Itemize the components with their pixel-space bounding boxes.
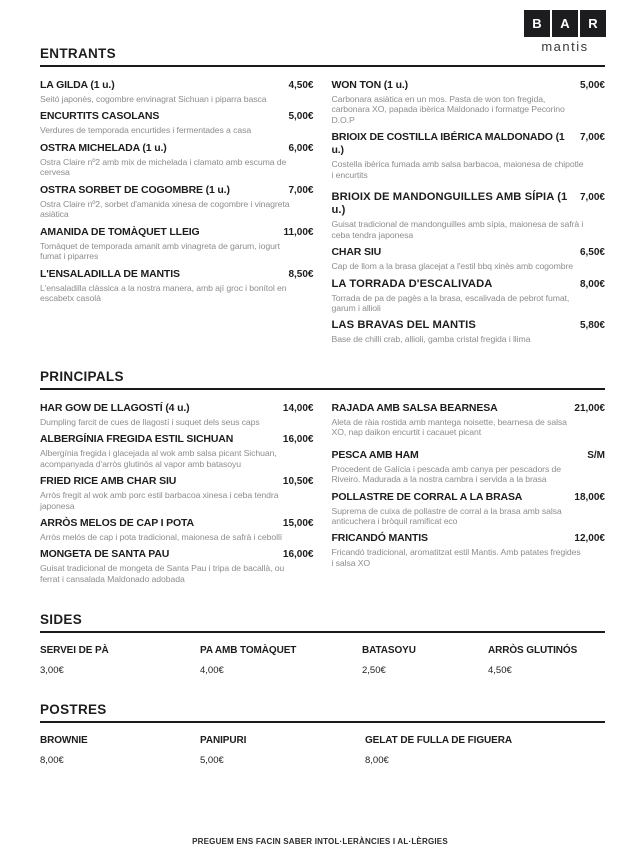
item-desc: Cap de llom a la brasa glacejat a l'estil bbq xinès amb cogombre <box>331 261 574 272</box>
logo-letter-b: B <box>524 10 550 37</box>
item-price: 4,50€ <box>288 80 314 91</box>
item-price: 5,00€ <box>579 80 605 91</box>
dessert-item <box>40 735 190 766</box>
item-desc: Verdures de temporada encurtides i fermentades a casa <box>40 125 252 136</box>
postres-grid <box>40 735 605 766</box>
item-name: LAS BRAVAS DEL MANTIS <box>331 319 476 332</box>
item-name: BROWNIE <box>40 735 88 747</box>
section-sides <box>40 612 605 676</box>
item-name: ALBERGÍNIA FREGIDA ESTIL SICHUAN <box>40 433 234 446</box>
logo-letter-a: A <box>552 10 578 37</box>
brand-name: mantis <box>541 39 589 54</box>
item-price: 7,00€ <box>288 184 314 196</box>
item-price: 10,50€ <box>282 476 314 488</box>
section-title-sides: SIDES <box>40 612 605 633</box>
item-price: S/M <box>587 449 605 461</box>
item-price: 16,00€ <box>282 549 314 561</box>
menu-item <box>332 402 606 438</box>
item-price: 16,00€ <box>282 434 314 446</box>
entrants-right-column <box>332 79 606 351</box>
item-price: 12,00€ <box>574 533 605 545</box>
item-desc: Suprema de cuixa de pollastre de corral a la brasa amb salsa anticuchera i bròquil ramificat eco <box>331 505 562 526</box>
item-name: PA AMB TOMÀQUET <box>200 645 297 657</box>
item-name: PANIPURI <box>200 735 247 747</box>
menu-item <box>332 319 606 344</box>
menu-item <box>40 226 314 262</box>
item-name: FRIED RICE AMB CHAR SIU <box>40 475 177 488</box>
item-desc: Torrada de pa de pagès a la brasa, escalivada de pebrot fumat, garum i allioli <box>331 292 570 313</box>
item-name: SERVEI DE PÀ <box>40 645 109 657</box>
section-title-postres: POSTRES <box>40 702 605 723</box>
allergies-notice: PREGUEM ENS FACIN SABER INTOL·LERÀNCIES I AL·LÈRGIES <box>192 837 448 846</box>
menu-item <box>40 110 314 135</box>
side-item <box>488 645 605 676</box>
section-title-principals: PRINCIPALS <box>40 369 605 390</box>
item-price: 2,50€ <box>362 665 386 677</box>
menu-item <box>332 246 606 271</box>
item-price: 4,00€ <box>200 665 224 677</box>
item-price: 8,50€ <box>288 268 314 280</box>
item-desc: L'ensaladilla clàssica a la nostra manera, amb ají groc i bonítol en escabetx casolà <box>40 282 287 303</box>
item-price: 8,00€ <box>579 278 605 290</box>
item-name: BRIOIX DE MANDONGUILLES AMB SÍPIA (1 u.) <box>331 191 568 217</box>
item-name: OSTRA MICHELADA (1 u.) <box>40 141 167 154</box>
item-name: ENCURTITS CASOLANS <box>40 110 160 123</box>
principals-columns <box>40 402 605 591</box>
item-desc: Arròs fregit al wok amb porc estil barbacoa xinesa i ceba tendra japonesa <box>40 490 279 511</box>
item-price: 7,00€ <box>579 192 605 204</box>
item-desc: Dumpling farcit de cues de llagostí i suquet dels seus caps <box>40 416 260 427</box>
menu-item <box>40 268 314 304</box>
menu-item <box>40 475 314 511</box>
item-desc: Fricandó tradicional, aromatitzat estil Mantis. Amb patates fregides i salsa XO <box>331 547 581 568</box>
menu-item <box>40 402 314 427</box>
item-desc: Aleta de ràia rostida amb mantega noisette, bearnesa de salsa XO, nap daikon encurtit i cacauet picant <box>331 416 567 438</box>
item-name: PESCA AMB HAM <box>331 448 419 461</box>
item-name: WON TON (1 u.) <box>331 79 408 91</box>
item-price: 21,00€ <box>574 402 605 414</box>
menu-item <box>332 131 606 180</box>
item-price: 7,00€ <box>579 132 605 144</box>
item-price: 8,00€ <box>365 755 389 767</box>
section-title-entrants: ENTRANTS <box>40 46 605 67</box>
item-name: OSTRA SORBET DE COGOMBRE (1 u.) <box>40 183 230 196</box>
item-desc: Tomàquet de temporada amanit amb vinagreta de garum, iogurt fumat i piparres <box>40 240 280 262</box>
section-principals <box>40 369 605 591</box>
item-name: AMANIDA DE TOMÀQUET LLEIG <box>40 225 200 238</box>
logo-letter-r: R <box>580 10 606 37</box>
item-price: 5,80€ <box>579 320 605 332</box>
item-name: HAR GOW DE LLAGOSTÍ (4 u.) <box>40 401 190 414</box>
item-desc: Costella ibèrica fumada amb salsa barbacoa, maionesa de chipotle i encurtits <box>331 159 584 180</box>
item-desc: Arròs melós de cap i pota tradicional, maionesa de safrà i cebollí <box>40 532 283 542</box>
principals-right-column <box>332 402 606 591</box>
item-price: 15,00€ <box>282 518 314 529</box>
item-name: L'ENSALADILLA DE MANTIS <box>40 267 180 280</box>
section-entrants <box>40 46 605 351</box>
item-name: RAJADA AMB SALSA BEARNESA <box>331 401 498 414</box>
entrants-left-column <box>40 79 314 351</box>
item-price: 18,00€ <box>574 491 605 503</box>
menu-item <box>40 184 314 220</box>
item-price: 5,00€ <box>200 755 224 767</box>
item-name: BATASOYU <box>362 645 416 657</box>
menu-item <box>332 79 606 125</box>
logo-letter-boxes <box>523 10 607 37</box>
menu-item <box>332 191 606 240</box>
item-price: 3,00€ <box>40 665 64 677</box>
item-name: BRIOIX DE COSTILLA IBÉRICA MALDONADO (1 u.) <box>331 131 565 157</box>
item-desc: Procedent de Galícia i pescada amb canya per pescadors de Riveiro. Madurada a la nostra cambra i servida a la brasa <box>331 463 561 485</box>
menu-item <box>40 433 314 469</box>
menu-item <box>332 532 606 568</box>
item-desc: Base de chilli crab, allioli, gamba cristal fregida i llima <box>331 334 531 345</box>
menu-item <box>332 278 606 314</box>
side-item <box>200 645 352 676</box>
principals-left-column <box>40 402 314 591</box>
menu-item <box>40 142 314 178</box>
item-desc: Carbonara asiàtica en un mos. Pasta de won ton fregida, carbonara XO, papada ibèrica Maldonado i formatge Pecorino D.O.P <box>331 94 565 125</box>
item-desc: Guisat tradicional de mandonguilles amb sípia, maionesa de safrà i ceba tendra japonesa <box>331 219 584 240</box>
menu-item <box>40 548 314 584</box>
item-desc: Albergínia fregida i glacejada al wok amb salsa picant Sichuan, acompanyada d'arròs glutinós al vapor amb batasoyu <box>40 448 277 469</box>
entrants-columns <box>40 79 605 351</box>
menu-item <box>332 491 606 527</box>
item-name: LA GILDA (1 u.) <box>40 79 115 91</box>
item-desc: Ostra Claire nº2 amb mix de michelada i clamato amb escuma de cervesa <box>40 156 287 178</box>
item-price: 8,00€ <box>40 755 64 767</box>
item-desc: Guisat tradicional de mongeta de Santa Pau i tripa de bacallà, ou ferrat i cansalada Maldonado adobada <box>40 563 285 584</box>
item-price: 6,00€ <box>288 142 314 154</box>
item-name: ARRÒS MELOS DE CAP I POTA <box>40 517 194 529</box>
item-price: 11,00€ <box>283 226 314 238</box>
item-price: 6,50€ <box>579 247 605 259</box>
menu-item <box>40 517 314 542</box>
menu-item <box>332 449 606 485</box>
item-name: LA TORRADA D'ESCALIVADA <box>331 277 493 290</box>
item-name: MONGETA DE SANTA PAU <box>40 548 170 561</box>
dessert-item <box>200 735 355 766</box>
dessert-item <box>365 735 605 766</box>
item-name: ARRÒS GLUTINÓS <box>488 645 578 657</box>
item-price: 14,00€ <box>282 402 314 414</box>
item-desc: Seitó japonès, cogombre envinagrat Sichuan i piparra basca <box>40 94 267 104</box>
sides-grid <box>40 645 605 676</box>
item-name: CHAR SIU <box>331 246 382 259</box>
item-price: 5,00€ <box>288 111 314 123</box>
item-name: POLLASTRE DE CORRAL A LA BRASA <box>331 490 523 503</box>
bar-mantis-logo <box>523 10 607 54</box>
item-name: FRICANDÓ MANTIS <box>331 532 428 545</box>
side-item <box>40 645 190 676</box>
item-desc: Ostra Claire nº2, sorbet d'amanida xinesa de cogombre i vinagreta asiàtica <box>40 198 290 220</box>
menu-item <box>40 79 314 104</box>
section-postres <box>40 702 605 766</box>
item-name: GELAT DE FULLA DE FIGUERA <box>365 735 512 747</box>
side-item <box>362 645 478 676</box>
item-price: 4,50€ <box>488 665 512 677</box>
